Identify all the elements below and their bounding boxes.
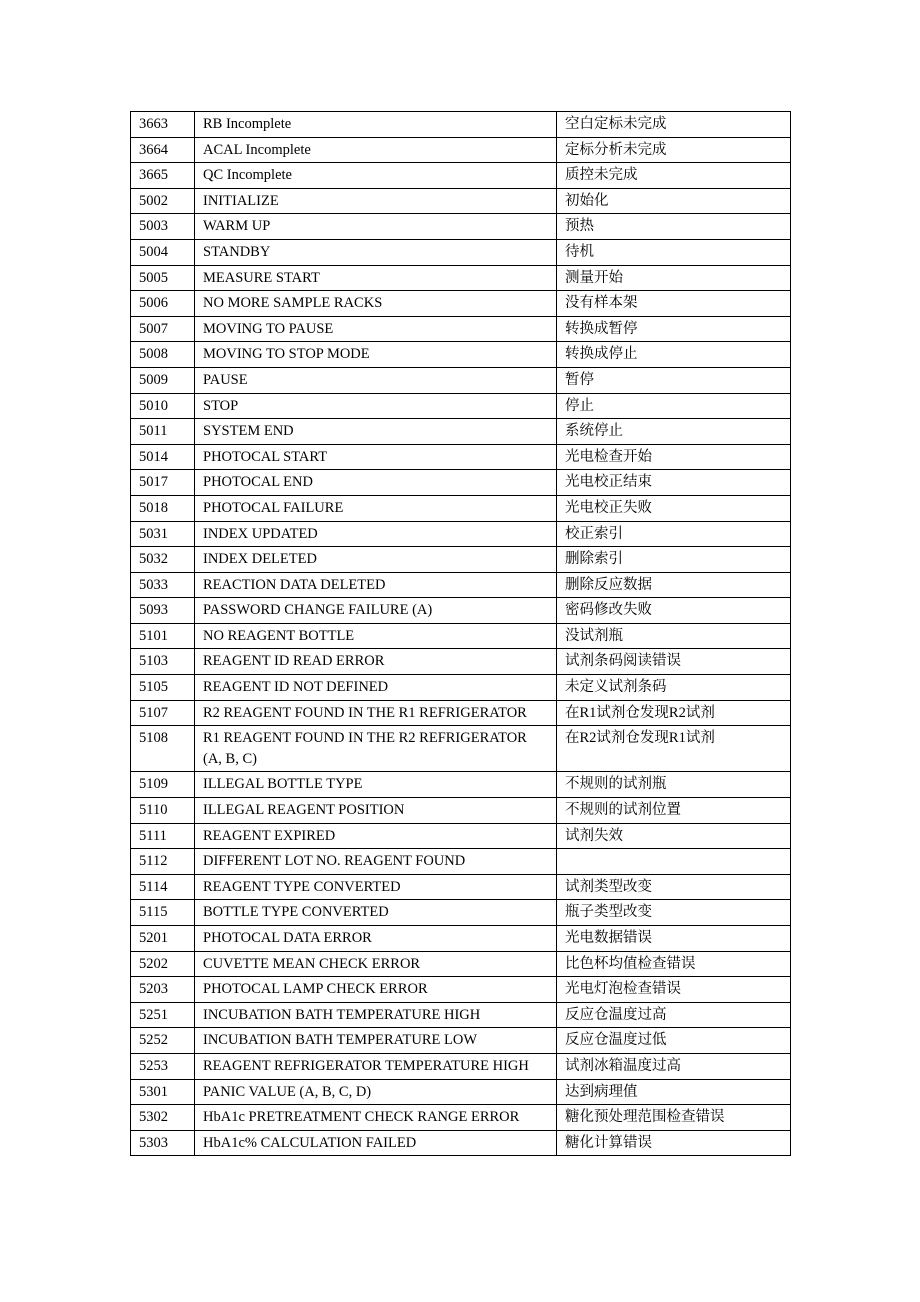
chinese-message-cell: 预热	[557, 214, 791, 240]
english-message-cell: BOTTLE TYPE CONVERTED	[195, 900, 557, 926]
english-message-cell: R2 REAGENT FOUND IN THE R1 REFRIGERATOR	[195, 700, 557, 726]
english-message-cell: INDEX DELETED	[195, 547, 557, 573]
table-row	[131, 572, 791, 598]
english-message-cell: REAGENT ID READ ERROR	[195, 649, 557, 675]
table-row	[131, 367, 791, 393]
table-row	[131, 675, 791, 701]
error-code-cell: 5107	[131, 700, 195, 726]
english-message-cell: NO MORE SAMPLE RACKS	[195, 291, 557, 317]
chinese-message-cell: 糖化预处理范围检查错误	[557, 1105, 791, 1131]
english-message-cell: REAGENT REFRIGERATOR TEMPERATURE HIGH	[195, 1053, 557, 1079]
english-message-cell: MOVING TO STOP MODE	[195, 342, 557, 368]
error-code-cell: 5202	[131, 951, 195, 977]
english-message-cell: MEASURE START	[195, 265, 557, 291]
english-message-cell: REAGENT EXPIRED	[195, 823, 557, 849]
error-code-cell: 5002	[131, 188, 195, 214]
english-message-cell: QC Incomplete	[195, 163, 557, 189]
table-row	[131, 291, 791, 317]
english-message-cell: HbA1c PRETREATMENT CHECK RANGE ERROR	[195, 1105, 557, 1131]
table-row	[131, 214, 791, 240]
english-message-cell: INDEX UPDATED	[195, 521, 557, 547]
error-code-cell: 5006	[131, 291, 195, 317]
chinese-message-cell: 测量开始	[557, 265, 791, 291]
chinese-message-cell: 不规则的试剂瓶	[557, 772, 791, 798]
chinese-message-cell: 达到病理值	[557, 1079, 791, 1105]
error-code-cell: 5103	[131, 649, 195, 675]
table-row	[131, 547, 791, 573]
english-message-cell: REACTION DATA DELETED	[195, 572, 557, 598]
error-code-cell: 5005	[131, 265, 195, 291]
chinese-message-cell: 光电检查开始	[557, 444, 791, 470]
chinese-message-cell: 停止	[557, 393, 791, 419]
table-row	[131, 726, 791, 772]
chinese-message-cell: 待机	[557, 239, 791, 265]
table-row	[131, 700, 791, 726]
error-code-cell: 5114	[131, 874, 195, 900]
english-message-cell: STANDBY	[195, 239, 557, 265]
table-row	[131, 598, 791, 624]
error-code-cell: 5302	[131, 1105, 195, 1131]
chinese-message-cell: 反应仓温度过低	[557, 1028, 791, 1054]
error-code-cell: 5108	[131, 726, 195, 772]
table-row	[131, 849, 791, 875]
chinese-message-cell	[557, 849, 791, 875]
chinese-message-cell: 质控未完成	[557, 163, 791, 189]
chinese-message-cell: 没有样本架	[557, 291, 791, 317]
english-message-cell: DIFFERENT LOT NO. REAGENT FOUND	[195, 849, 557, 875]
english-message-cell: ACAL Incomplete	[195, 137, 557, 163]
table-row	[131, 419, 791, 445]
chinese-message-cell: 反应仓温度过高	[557, 1002, 791, 1028]
error-code-cell: 5008	[131, 342, 195, 368]
chinese-message-cell: 试剂类型改变	[557, 874, 791, 900]
table-row	[131, 316, 791, 342]
error-code-cell: 3665	[131, 163, 195, 189]
error-code-cell: 5033	[131, 572, 195, 598]
table-row	[131, 1028, 791, 1054]
english-message-cell: PHOTOCAL DATA ERROR	[195, 926, 557, 952]
english-message-cell: PHOTOCAL END	[195, 470, 557, 496]
table-row	[131, 977, 791, 1003]
english-message-cell: CUVETTE MEAN CHECK ERROR	[195, 951, 557, 977]
english-message-cell: INITIALIZE	[195, 188, 557, 214]
error-code-cell: 5017	[131, 470, 195, 496]
error-code-cell: 5018	[131, 495, 195, 521]
chinese-message-cell: 光电校正结束	[557, 470, 791, 496]
chinese-message-cell: 定标分析未完成	[557, 137, 791, 163]
english-message-cell: STOP	[195, 393, 557, 419]
error-code-cell: 5031	[131, 521, 195, 547]
table-row	[131, 470, 791, 496]
error-code-cell: 5201	[131, 926, 195, 952]
table-row	[131, 163, 791, 189]
table-row	[131, 649, 791, 675]
english-message-cell: MOVING TO PAUSE	[195, 316, 557, 342]
table-row	[131, 874, 791, 900]
chinese-message-cell: 密码修改失败	[557, 598, 791, 624]
table-row	[131, 265, 791, 291]
chinese-message-cell: 空白定标未完成	[557, 112, 791, 138]
table-row	[131, 1053, 791, 1079]
english-message-cell: RB Incomplete	[195, 112, 557, 138]
table-row	[131, 137, 791, 163]
error-code-cell: 5301	[131, 1079, 195, 1105]
chinese-message-cell: 删除反应数据	[557, 572, 791, 598]
table-row	[131, 1079, 791, 1105]
error-code-cell: 5251	[131, 1002, 195, 1028]
table-row	[131, 521, 791, 547]
chinese-message-cell: 瓶子类型改变	[557, 900, 791, 926]
english-message-cell: WARM UP	[195, 214, 557, 240]
table-row	[131, 823, 791, 849]
error-code-cell: 5007	[131, 316, 195, 342]
english-message-cell: ILLEGAL REAGENT POSITION	[195, 798, 557, 824]
english-message-cell: PHOTOCAL LAMP CHECK ERROR	[195, 977, 557, 1003]
english-message-cell: SYSTEM END	[195, 419, 557, 445]
error-code-cell: 5101	[131, 623, 195, 649]
chinese-message-cell: 转换成暂停	[557, 316, 791, 342]
error-code-table	[130, 111, 791, 1156]
english-message-cell: INCUBATION BATH TEMPERATURE LOW	[195, 1028, 557, 1054]
error-code-cell: 5115	[131, 900, 195, 926]
table-row	[131, 951, 791, 977]
error-code-cell: 5111	[131, 823, 195, 849]
chinese-message-cell: 未定义试剂条码	[557, 675, 791, 701]
chinese-message-cell: 没试剂瓶	[557, 623, 791, 649]
table-row	[131, 798, 791, 824]
chinese-message-cell: 系统停止	[557, 419, 791, 445]
table-row	[131, 239, 791, 265]
error-code-cell: 3664	[131, 137, 195, 163]
chinese-message-cell: 糖化计算错误	[557, 1130, 791, 1156]
chinese-message-cell: 不规则的试剂位置	[557, 798, 791, 824]
error-code-cell: 5303	[131, 1130, 195, 1156]
table-row	[131, 900, 791, 926]
english-message-cell: ILLEGAL BOTTLE TYPE	[195, 772, 557, 798]
table-row	[131, 1002, 791, 1028]
chinese-message-cell: 比色杯均值检查错误	[557, 951, 791, 977]
chinese-message-cell: 在R2试剂仓发现R1试剂	[557, 726, 791, 772]
chinese-message-cell: 光电数据错误	[557, 926, 791, 952]
table-row	[131, 1130, 791, 1156]
table-row	[131, 112, 791, 138]
error-code-cell: 5003	[131, 214, 195, 240]
table-row	[131, 623, 791, 649]
table-row	[131, 495, 791, 521]
table-row	[131, 1105, 791, 1131]
error-code-cell: 5032	[131, 547, 195, 573]
chinese-message-cell: 在R1试剂仓发现R2试剂	[557, 700, 791, 726]
table-row	[131, 772, 791, 798]
error-code-cell: 5112	[131, 849, 195, 875]
table-row	[131, 188, 791, 214]
table-row	[131, 926, 791, 952]
chinese-message-cell: 删除索引	[557, 547, 791, 573]
error-code-cell: 5105	[131, 675, 195, 701]
error-code-cell: 5253	[131, 1053, 195, 1079]
error-code-table-body	[131, 112, 791, 1156]
english-message-cell: PHOTOCAL START	[195, 444, 557, 470]
english-message-cell: NO REAGENT BOTTLE	[195, 623, 557, 649]
table-row	[131, 444, 791, 470]
english-message-cell: PANIC VALUE (A, B, C, D)	[195, 1079, 557, 1105]
error-code-cell: 5110	[131, 798, 195, 824]
table-row	[131, 393, 791, 419]
english-message-cell: R1 REAGENT FOUND IN THE R2 REFRIGERATOR (A, B, C)	[195, 726, 557, 772]
english-message-cell: PAUSE	[195, 367, 557, 393]
error-code-cell: 5093	[131, 598, 195, 624]
table-row	[131, 342, 791, 368]
error-code-cell: 5011	[131, 419, 195, 445]
chinese-message-cell: 光电灯泡检查错误	[557, 977, 791, 1003]
chinese-message-cell: 转换成停止	[557, 342, 791, 368]
chinese-message-cell: 初始化	[557, 188, 791, 214]
error-code-cell: 5252	[131, 1028, 195, 1054]
error-code-cell: 5014	[131, 444, 195, 470]
english-message-cell: INCUBATION BATH TEMPERATURE HIGH	[195, 1002, 557, 1028]
error-code-cell: 5009	[131, 367, 195, 393]
chinese-message-cell: 光电校正失败	[557, 495, 791, 521]
english-message-cell: PASSWORD CHANGE FAILURE (A)	[195, 598, 557, 624]
error-code-cell: 5109	[131, 772, 195, 798]
english-message-cell: HbA1c% CALCULATION FAILED	[195, 1130, 557, 1156]
english-message-cell: REAGENT ID NOT DEFINED	[195, 675, 557, 701]
error-code-cell: 5010	[131, 393, 195, 419]
chinese-message-cell: 试剂条码阅读错误	[557, 649, 791, 675]
chinese-message-cell: 暂停	[557, 367, 791, 393]
chinese-message-cell: 试剂冰箱温度过高	[557, 1053, 791, 1079]
error-code-cell: 5004	[131, 239, 195, 265]
error-code-cell: 3663	[131, 112, 195, 138]
english-message-cell: REAGENT TYPE CONVERTED	[195, 874, 557, 900]
english-message-cell: PHOTOCAL FAILURE	[195, 495, 557, 521]
chinese-message-cell: 试剂失效	[557, 823, 791, 849]
error-code-cell: 5203	[131, 977, 195, 1003]
chinese-message-cell: 校正索引	[557, 521, 791, 547]
